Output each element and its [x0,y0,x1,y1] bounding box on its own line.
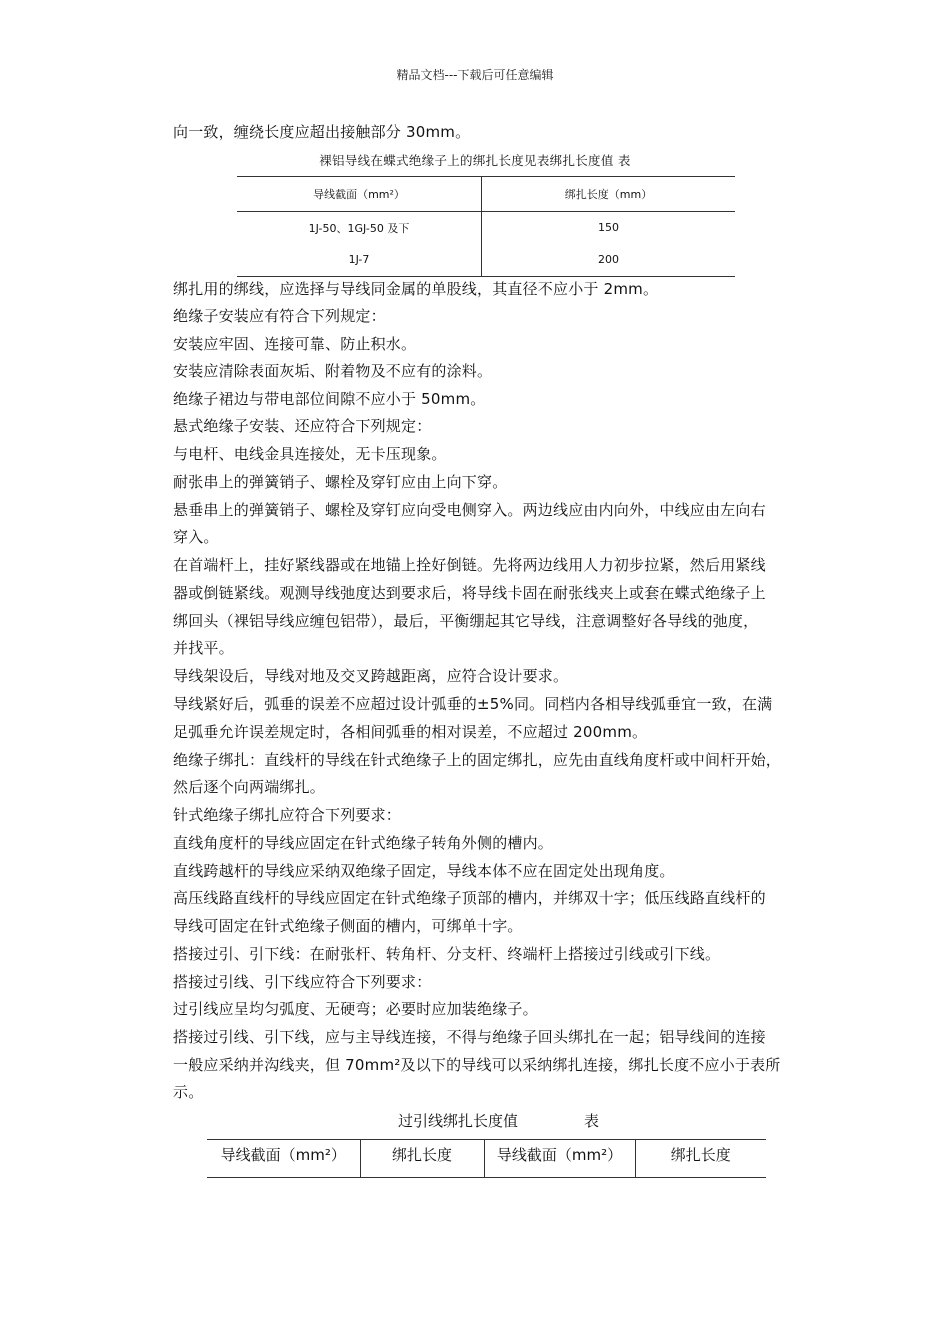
paragraph-line: 耐张串上的弹簧销子、螺栓及穿钉应由上向下穿。 [173,473,508,491]
page-header: 精品文档---下载后可任意编辑 [396,68,554,82]
paragraph-line: 绝缘子安装应有符合下列规定： [173,307,386,325]
lead-wire-binding-table [207,1139,766,1178]
table-header-cell: 绑扎长度 [360,1140,484,1178]
table-cell: 200 [482,243,736,277]
paragraph-line: 示。 [173,1083,204,1101]
table1-caption: 裸铝导线在蝶式绝缘子上的绑扎长度见表绑扎长度值 表 [319,153,631,168]
paragraph-line: 在首端杆上，挂好紧线器或在地锚上拴好倒链。先将两边线用人力初步拉紧，然后用紧线 [173,556,766,574]
paragraph-line: 直线角度杆的导线应固定在针式绝缘子转角外侧的槽内。 [173,834,554,852]
paragraph-line: 导线架设后，导线对地及交叉跨越距离，应符合设计要求。 [173,667,569,685]
paragraph-line: 绑回头（裸铝导线应缠包铝带），最后，平衡绷起其它导线，注意调整好各导线的弛度， [173,612,759,630]
paragraph-line: 导线可固定在针式绝缘子侧面的槽内，可绑单十字。 [173,917,523,935]
paragraph-line: 穿入。 [173,528,219,546]
paragraph-line: 绑扎用的绑线，应选择与导线同金属的单股线，其直径不应小于 2mm。 [173,280,659,298]
table-header-cell: 导线截面（mm²） [207,1140,360,1178]
table-header-cell: 绑扎长度（mm） [482,177,736,212]
table-cell: 150 [598,221,619,234]
paragraph-line: 向一致，缠绕长度应超出接触部分 30mm。 [173,123,471,141]
paragraph-line: 高压线路直线杆的导线应固定在针式绝缘子顶部的槽内，并绑双十字；低压线路直线杆的 [173,889,766,907]
paragraph-line: 绝缘子裙边与带电部位间隙不应小于 50mm。 [173,390,486,408]
paragraph-line: 绝缘子绑扎：直线杆的导线在针式绝缘子上的固定绑扎，应先由直线角度杆或中间杆开始， [173,751,782,769]
paragraph-line: 悬式绝缘子安装、还应符合下列规定： [173,417,432,435]
binding-length-table [237,176,735,277]
paragraph-line: 安装应清除表面灰垢、附着物及不应有的涂料。 [173,362,493,380]
paragraph-line: 过引线应呈均匀弧度、无硬弯；必要时应加装绝缘子。 [173,1000,538,1018]
paragraph-line: 然后逐个向两端绑扎。 [173,778,326,796]
table-row [237,212,735,244]
paragraph-line: 与电杆、电线金具连接处，无卡压现象。 [173,445,447,463]
paragraph-line: 悬垂串上的弹簧销子、螺栓及穿钉应向受电侧穿入。两边线应由内向外，中线应由左向右 [173,501,766,519]
table-header-cell: 导线截面（mm²） [484,1140,635,1178]
table-row [237,243,735,277]
table-cell: 1J-7 [237,243,482,277]
paragraph-line: 器或倒链紧线。观测导线弛度达到要求后，将导线卡固在耐张线夹上或套在蝶式绝缘子上 [173,584,766,602]
paragraph-line: 一般应采纳并沟线夹，但 70mm²及以下的导线可以采纳绑扎连接，绑扎长度不应小于表所 [173,1056,781,1074]
table-header-row [207,1140,766,1178]
table-header-cell: 绑扎长度 [635,1140,766,1178]
paragraph-line: 针式绝缘子绑扎应符合下列要求： [173,806,402,824]
paragraph-line: 安装应牢固、连接可靠、防止积水。 [173,335,417,353]
paragraph-line: 搭接过引线、引下线应符合下列要求： [173,973,432,991]
paragraph-line: 导线紧好后，弧垂的误差不应超过设计弧垂的±5%同。同档内各相导线弧垂宜一致，在满 [173,695,773,713]
paragraph-line: 足弧垂允许误差规定时，各相间弧垂的相对误差，不应超过 200mm。 [173,723,648,741]
table2-caption-suffix: 表 [584,1112,600,1130]
table-header-row [237,177,735,212]
table2-caption-title: 过引线绑扎长度值 [398,1112,519,1130]
paragraph-line: 搭接过引、引下线：在耐张杆、转角杆、分支杆、终端杆上搭接过引线或引下线。 [173,945,721,963]
table2-caption [398,1110,599,1131]
table-header-cell: 导线截面（mm²） [237,177,482,212]
paragraph-line: 直线跨越杆的导线应采纳双绝缘子固定，导线本体不应在固定处出现角度。 [173,862,675,880]
table-cell: 1J-50、1GJ-50 及下 [237,212,482,244]
paragraph-line: 并找平。 [173,639,234,657]
paragraph-line: 搭接过引线、引下线，应与主导线连接，不得与绝缘子回头绑扎在一起；铝导线间的连接 [173,1028,766,1046]
